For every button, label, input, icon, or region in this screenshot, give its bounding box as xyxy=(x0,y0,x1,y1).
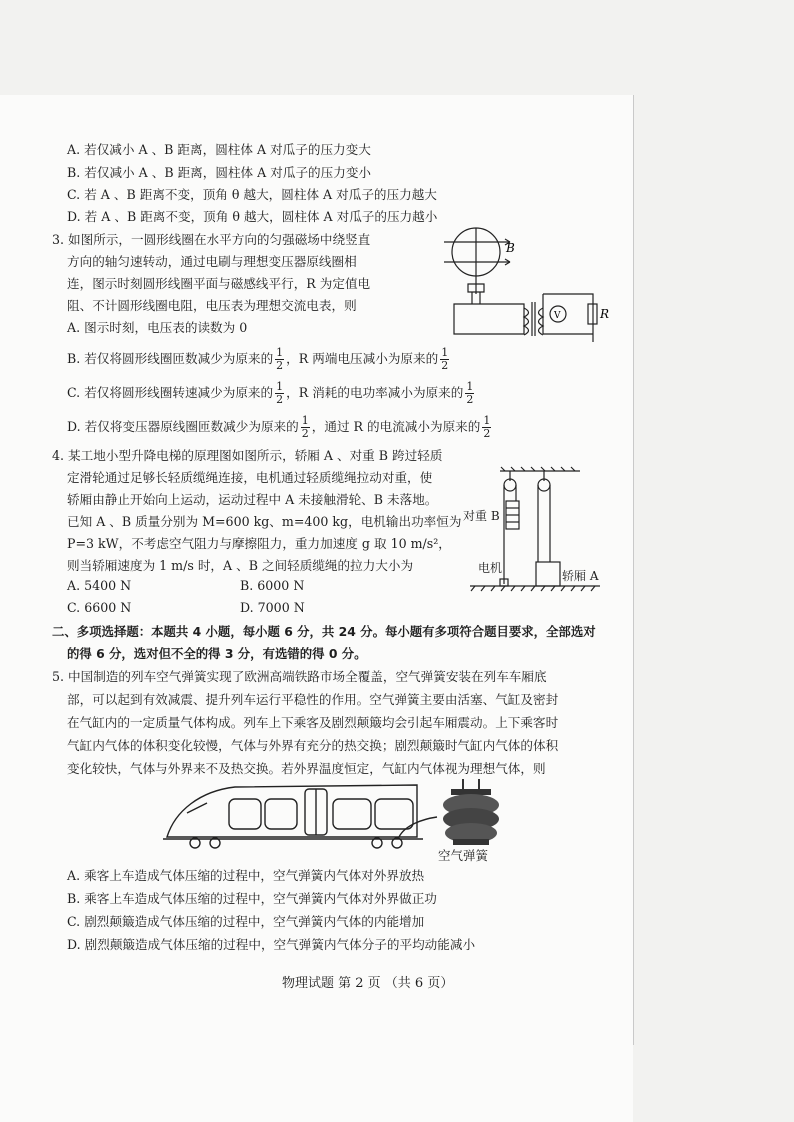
q5-option-d: D. 剧烈颠簸造成气体压缩的过程中，空气弹簧内气体分子的平均动能减小 xyxy=(67,937,476,952)
voltmeter-label: V xyxy=(554,311,561,321)
q5-stem-line: 气缸内气体的体积变化较慢，气体与外界有充分的热交换；剧烈颠簸时气缸内气体的体积 xyxy=(67,738,559,753)
q3-stem-line: 方向的轴匀速转动，通过电刷与理想变压器原线圈相 xyxy=(67,254,357,269)
fraction-half: $\frac{1}{2}$ xyxy=(301,414,309,440)
magnetic-field-label: B xyxy=(506,241,515,255)
resistor-label: R xyxy=(600,307,610,321)
q4-stem-line: 轿厢由静止开始向上运动，运动过程中 A 未接触滑轮、B 未落地。 xyxy=(67,492,438,507)
q4-stem-line: 则当轿厢速度为 1 m/s 时，A 、B 之间轻质缆绳的拉力大小为 xyxy=(67,558,414,573)
fraction-half: $\frac{1}{2}$ xyxy=(276,346,284,372)
q4-stem-line: 定滑轮通过足够长轻质缆绳连接，电机通过轻质缆绳拉动对重，使 xyxy=(67,470,433,485)
page-edge xyxy=(633,95,634,1045)
q2-option-b: B. 若仅减小 A 、B 距离，圆柱体 A 对瓜子的压力变小 xyxy=(67,165,372,180)
q5-stem-line: 在气缸内的一定质量气体构成。列车上下乘客及剧烈颠簸均会引起车厢震动。上下乘客时 xyxy=(67,715,559,730)
q4-option-b: B. 6000 N xyxy=(240,578,305,593)
q2-option-d: D. 若 A 、B 距离不变，顶角 θ 越大，圆柱体 A 对瓜子的压力越小 xyxy=(67,209,438,224)
q5-option-c: C. 剧烈颠簸造成气体压缩的过程中，空气弹簧内气体的内能增加 xyxy=(67,914,425,929)
q5-option-a: A. 乘客上车造成气体压缩的过程中，空气弹簧内气体对外界放热 xyxy=(67,868,425,883)
q4-option-c: C. 6600 N xyxy=(67,600,132,615)
q3-option-a: A. 图示时刻，电压表的读数为 0 xyxy=(67,320,248,335)
q3-stem-line: 3. 如图所示，一圆形线圈在水平方向的匀强磁场中绕竖直 xyxy=(52,232,371,247)
fraction-half: $\frac{1}{2}$ xyxy=(441,346,449,372)
q5-stem-line: 部，可以起到有效减震、提升列车运行平稳性的作用。空气弹簧主要由活塞、气缸及密封 xyxy=(67,692,559,707)
q5-option-b: B. 乘客上车造成气体压缩的过程中，空气弹簧内气体对外界做正功 xyxy=(67,891,437,906)
air-spring-icon xyxy=(443,779,499,845)
coil-transformer-diagram xyxy=(440,224,615,342)
q2-option-c: C. 若 A 、B 距离不变，顶角 θ 越大，圆柱体 A 对瓜子的压力越大 xyxy=(67,187,437,202)
counterweight-label: 对重 B xyxy=(463,509,500,523)
q3-option-b: B. 若仅将圆形线圈匝数减少为原来的 $\frac{1}{2}$ ，R 两端电压减小为原来的 $\frac{1}{2}$ xyxy=(67,346,449,372)
q3-stem-line: 阻、不计圆形线圈电阻，电压表为理想交流电表，则 xyxy=(67,298,357,313)
q4-option-a: A. 5400 N xyxy=(67,578,132,593)
car-label: 轿厢 A xyxy=(562,569,599,583)
q4-stem-line: 4. 某工地小型升降电梯的原理图如图所示，轿厢 A 、对重 B 跨过轻质 xyxy=(52,448,443,463)
q4-stem-line: P=3 kW，不考虑空气阻力与摩擦阻力，重力加速度 g 取 10 m/s²， xyxy=(67,536,451,551)
q5-stem-line: 变化较快，气体与外界来不及热交换。若外界温度恒定，气缸内气体视为理想气体，则 xyxy=(67,761,546,776)
q4-stem-line: 已知 A 、B 质量分别为 M=600 kg、m=400 kg，电机输出功率恒为 xyxy=(67,514,462,529)
q4-option-d: D. 7000 N xyxy=(240,600,305,615)
fraction-half: $\frac{1}{2}$ xyxy=(466,380,474,406)
q5-stem-line: 5. 中国制造的列车空气弹簧实现了欧洲高端铁路市场全覆盖，空气弹簧安装在列车车厢底 xyxy=(52,669,547,684)
q3-option-d: D. 若仅将变压器原线圈匝数减少为原来的 $\frac{1}{2}$ ，通过 R 的电流减小为原来的 $\frac{1}{2}$ xyxy=(67,414,491,440)
q2-option-a: A. 若仅减小 A 、B 距离，圆柱体 A 对瓜子的压力变大 xyxy=(67,142,371,157)
q3-option-c: C. 若仅将圆形线圈转速减少为原来的 $\frac{1}{2}$ ，R 消耗的电功率减小为原来的 $\frac{1}{2}$ xyxy=(67,380,474,406)
q3-stem-line: 连，图示时刻圆形线圈平面与磁感线平行，R 为定值电 xyxy=(67,276,371,291)
motor-label: 电机 xyxy=(478,561,503,575)
section-heading-line: 的得 6 分，选对但不全的得 3 分，有选错的得 0 分。 xyxy=(67,646,367,661)
page-footer: 物理试题 第 2 页 （共 6 页） xyxy=(282,976,454,991)
fraction-half: $\frac{1}{2}$ xyxy=(276,380,284,406)
fraction-half: $\frac{1}{2}$ xyxy=(483,414,491,440)
section-heading-line: 二、多项选择题：本题共 4 小题，每小题 6 分，共 24 分。每小题有多项符合题目要求，全部选对 xyxy=(52,624,596,639)
air-spring-label: 空气弹簧 xyxy=(438,848,489,863)
